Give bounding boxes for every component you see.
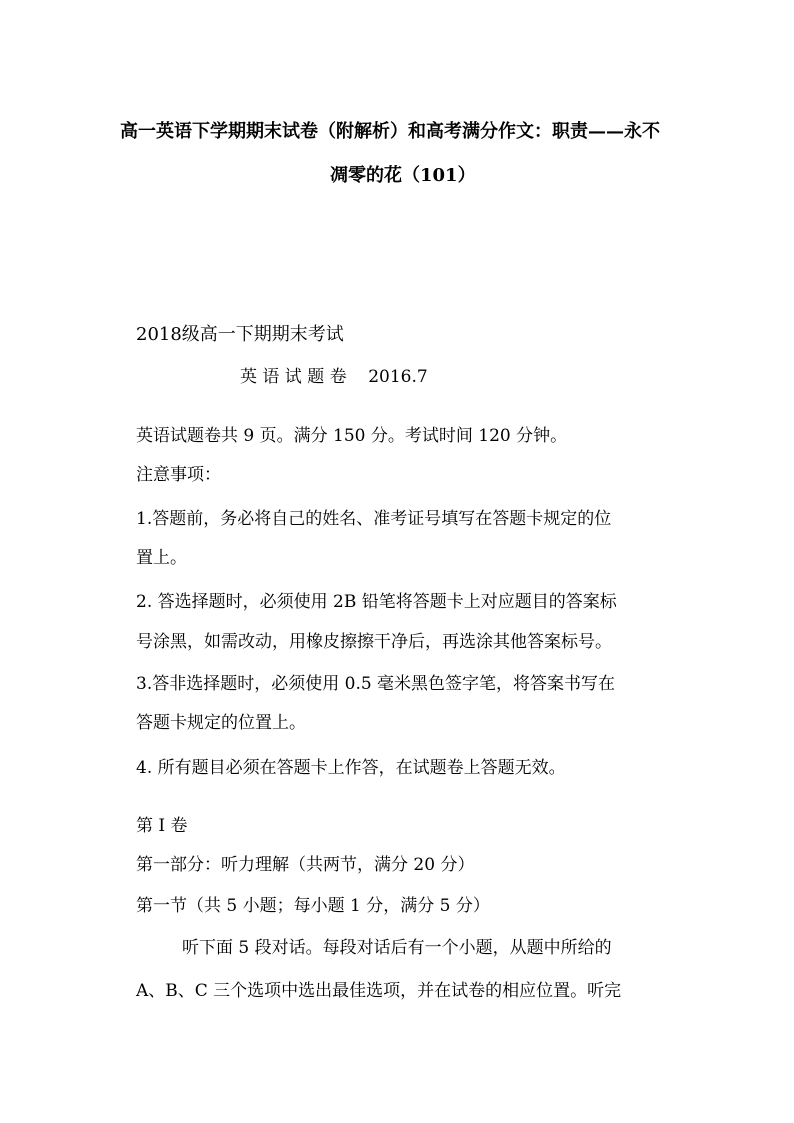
instruction-line: 听下面 5 段对话。每段对话后有一个小题，从题中所给的: [182, 938, 612, 958]
instruction-line: A、B、C 三个选项中选出最佳选项，并在试卷的相应位置。听完: [136, 981, 622, 1001]
paragraph-line: 4. 所有题目必须在答题卡上作答，在试题卷上答题无效。: [136, 758, 566, 778]
paragraph-line: 3.答非选择题时，必须使用 0.5 毫米黑色签字笔，将答案书写在: [136, 674, 616, 694]
notice-heading: 注意事项：: [136, 465, 221, 485]
paragraph-line: 英语试题卷共 9 页。满分 150 分。考试时间 120 分钟。: [136, 426, 568, 446]
document-title-line-2: 凋零的花（101）: [330, 165, 476, 186]
paragraph-line: 答题卡规定的位置上。: [136, 713, 306, 733]
part-heading: 第一部分：听力理解（共两节，满分 20 分）: [136, 855, 475, 875]
exam-heading: 2018级高一下期期末考试: [136, 324, 344, 345]
subject-line: 英 语 试 题 卷 2016.7: [240, 367, 428, 387]
paragraph-line: 号涂黑，如需改动，用橡皮擦擦干净后，再选涂其他答案标号。: [136, 632, 612, 652]
document-title-line-1: 高一英语下学期期末试卷（附解析）和高考满分作文：职责——永不: [120, 121, 660, 142]
section-heading: 第 I 卷: [136, 816, 188, 836]
paragraph-line: 置上。: [136, 548, 187, 568]
subsection-heading: 第一节（共 5 小题；每小题 1 分，满分 5 分）: [136, 896, 490, 916]
paragraph-line: 1.答题前，务必将自己的姓名、准考证号填写在答题卡规定的位: [136, 509, 612, 529]
paragraph-line: 2. 答选择题时，必须使用 2B 铅笔将答题卡上对应题目的答案标: [136, 592, 617, 612]
